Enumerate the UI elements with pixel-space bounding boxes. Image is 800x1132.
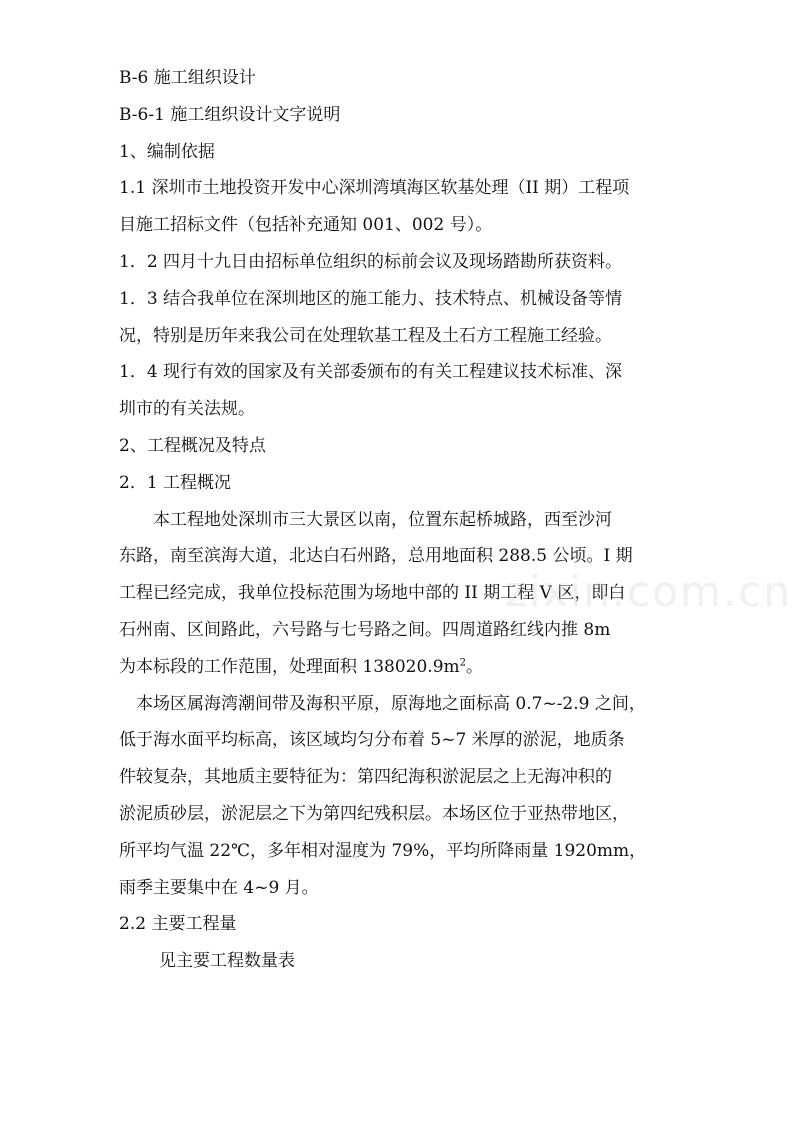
para-1-4-line-2: 圳市的有关法规。 (119, 399, 255, 420)
para-2-1-line-2: 东路，南至滨海大道，北达白石州路，总用地面积 288.5 公顷。I 期 (119, 546, 633, 567)
para-2-2-line-3: 件较复杂，其地质主要特征为：第四纪海积淤泥层之上无海冲积的 (119, 767, 612, 788)
para-2-1-line-3: 工程已经完成，我单位投标范围为场地中部的 II 期工程 V 区，即白 (119, 583, 626, 604)
para-2-2-line-1: 本场区属海湾潮间带及海积平原，原海地之面标高 0.7~-2.9 之间， (136, 693, 646, 714)
para-2-2-line-6: 雨季主要集中在 4~9 月。 (119, 877, 319, 898)
para-2-2-line-5: 所平均气温 22℃，多年相对湿度为 79%，平均所降雨量 1920mm， (119, 840, 647, 861)
para-1-4-line-1: 1．4 现行有效的国家及有关部委颁布的有关工程建议技术标准、深 (119, 362, 623, 383)
para-1-1-line-2: 目施工招标文件（包括补充通知 001、002 号）。 (119, 215, 493, 236)
para-2-1-line-5 (119, 649, 700, 686)
section-2-heading: 2、工程概况及特点 (119, 435, 266, 456)
para-2-2-line-2: 低于海水面平均标高，该区域均匀分布着 5~7 米厚的淤泥，地质条 (119, 730, 625, 751)
section-2-1-heading: 2．1 工程概况 (119, 472, 232, 493)
para-1-1-line-1: 1.1 深圳市土地投资开发中心深圳湾填海区软基处理（II 期）工程项 (119, 178, 630, 199)
area-unit-superscript: 2 (459, 657, 467, 669)
section-2-2-heading: 2.2 主要工程量 (119, 914, 237, 935)
section-1-heading: 1、编制依据 (119, 141, 215, 162)
para-1-3-line-1: 1．3 结合我单位在深圳地区的施工能力、技术特点、机械设备等情 (119, 288, 623, 309)
heading-b6: B-6 施工组织设计 (119, 68, 256, 88)
para-1-2: 1．2 四月十九日由招标单位组织的标前会议及现场踏勘所获资料。 (119, 251, 623, 272)
watermark: zixin.com.cn (505, 567, 792, 616)
para-2-2-line-4: 淤泥质砂层，淤泥层之下为第四纪残积层。本场区位于亚热带地区， (119, 803, 629, 824)
heading-b6-1: B-6-1 施工组织设计文字说明 (119, 104, 341, 125)
para-2-1-line-5-end: 。 (466, 656, 484, 677)
para-2-3: 见主要工程数量表 (159, 951, 295, 972)
para-2-1-line-5-text: 为本标段的工作范围，处理面积 138020.9m (119, 656, 460, 677)
para-2-1-line-1: 本工程地处深圳市三大景区以南，位置东起桥城路，西至沙河 (153, 509, 612, 530)
para-2-1-line-4: 石州南、区间路此，六号路与七号路之间。四周道路红线内推 8m (119, 619, 611, 640)
para-1-3-line-2: 况，特别是历年来我公司在处理软基工程及土石方工程施工经验。 (119, 325, 612, 346)
